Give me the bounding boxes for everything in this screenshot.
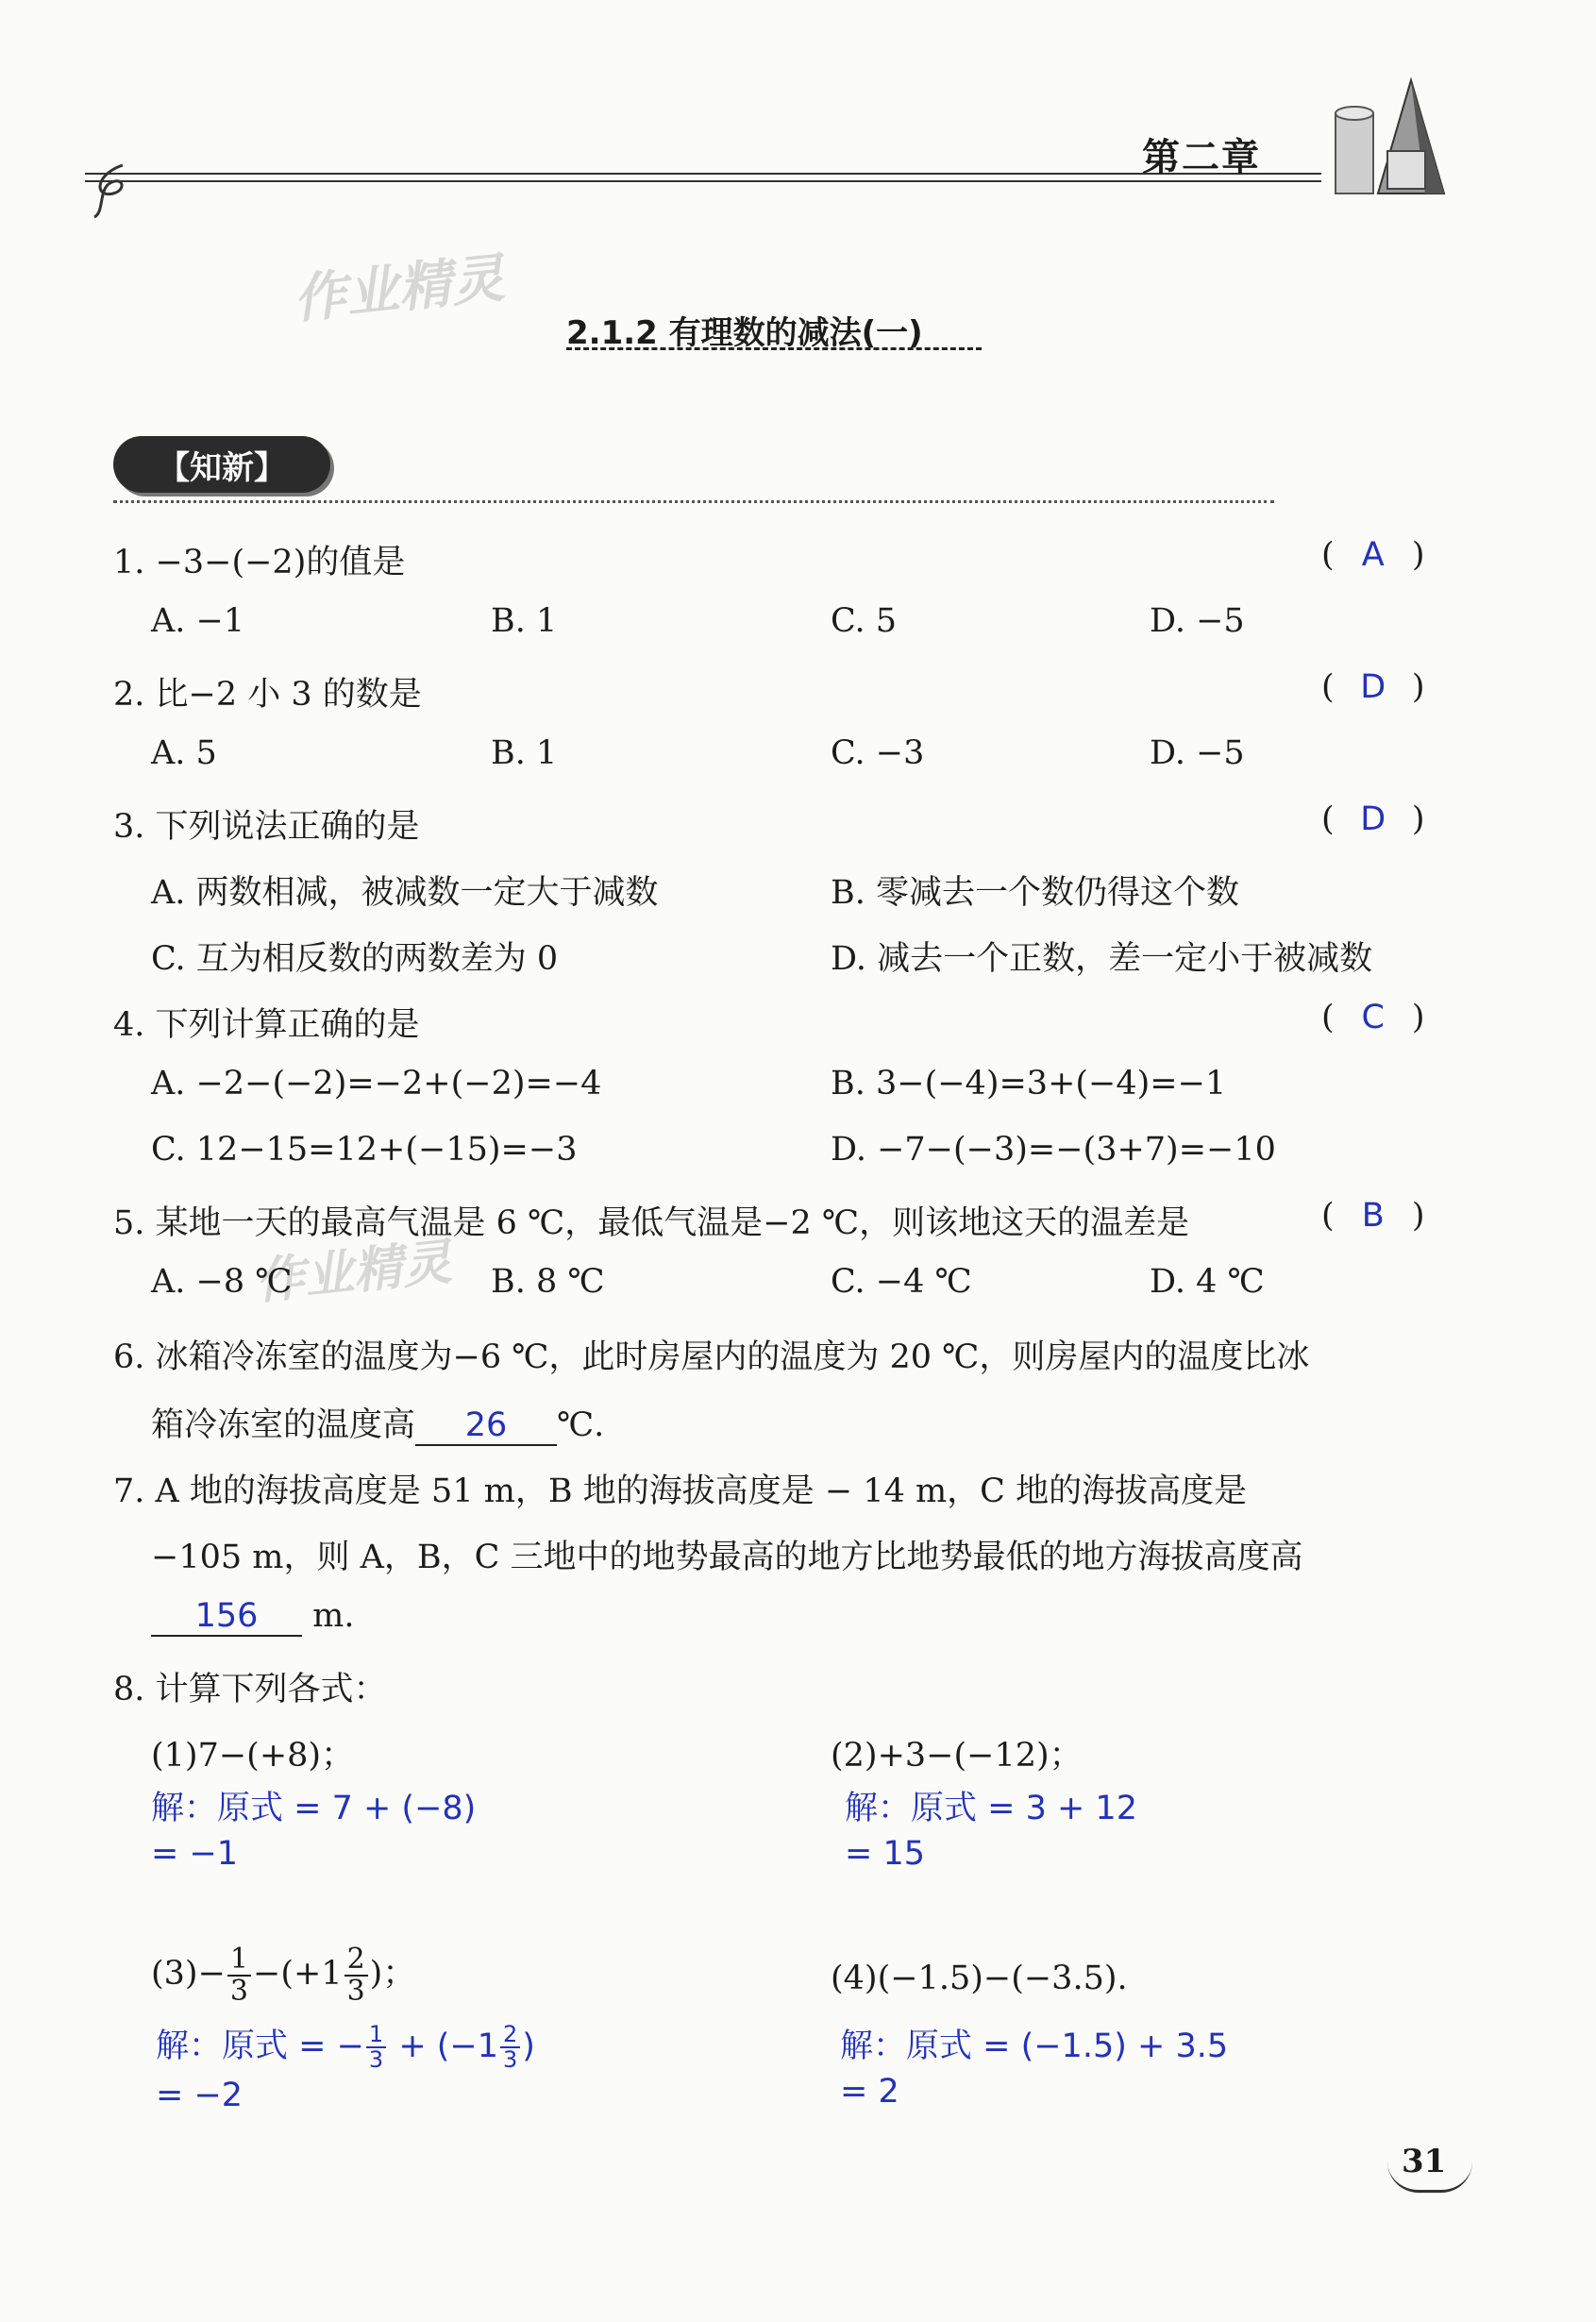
watermark-top: 作业精灵	[290, 247, 508, 331]
q3-option-b: B. 零减去一个数仍得这个数	[831, 874, 1239, 912]
q7-line2: −105 m，则 A，B，C 三地中的地势最高的地方比地势最低的地方海拔高度高	[151, 1539, 1303, 1576]
q8-part2-work2: = 15	[845, 1835, 925, 1873]
q6-line2-suffix: ℃.	[557, 1406, 605, 1444]
q3-option-a: A. 两数相减，被减数一定大于减数	[151, 874, 659, 912]
geometric-shapes-icon	[1321, 61, 1463, 203]
q5-option-c: C. −4 ℃	[831, 1263, 972, 1301]
q7-line1: 7. A 地的海拔高度是 51 m，B 地的海拔高度是 − 14 m，C 地的海拔高度是	[113, 1472, 1248, 1510]
frac-numerator: 2	[500, 2023, 520, 2048]
q3-answer: D	[1360, 800, 1386, 838]
q7-suffix: m.	[312, 1597, 355, 1635]
q2-option-c: C. −3	[831, 734, 925, 772]
q1-option-c: C. 5	[831, 602, 898, 640]
q8-part3-frac2	[344, 1944, 368, 2006]
q2-option-a: A. 5	[151, 734, 217, 772]
q2-answer-paren: ( D )	[1321, 668, 1425, 706]
q1-option-b: B. 1	[491, 602, 558, 640]
q3-option-d: D. 减去一个正数，差一定小于被减数	[831, 940, 1373, 978]
q8-part2-expr: (2)+3−(−12)；	[831, 1737, 1083, 1775]
frac-denominator: 3	[346, 1974, 365, 2008]
q8-part3-expr	[151, 1944, 415, 2006]
page-number-arc	[1387, 2162, 1472, 2193]
q2-option-b: B. 1	[491, 734, 558, 772]
q2-option-d: D. −5	[1150, 734, 1245, 772]
q4-answer-paren: ( C )	[1321, 999, 1425, 1036]
q8-part3-work1-b: + (−1	[388, 2028, 499, 2065]
q8-part3-work-frac2	[500, 2020, 520, 2073]
q8-part3-work1	[156, 2020, 535, 2072]
q8-part1-work1: 解：原式 = 7 + (−8)	[151, 1790, 477, 1827]
q5-option-d: D. 4 ℃	[1150, 1263, 1265, 1301]
q4-option-d: D. −7−(−3)=−(3+7)=−10	[831, 1131, 1276, 1169]
q8-part3-work1-a: 解：原式 = −	[156, 2028, 364, 2065]
frac-numerator: 1	[227, 1944, 251, 1977]
q6-answer-blank	[415, 1406, 557, 1446]
frac-numerator: 2	[344, 1944, 368, 1977]
q8-part1-expr: (1)7−(+8)；	[151, 1737, 355, 1775]
header-rule-bottom	[85, 180, 1321, 182]
q8-part4-expr: (4)(−1.5)−(−3.5).	[831, 1960, 1128, 1997]
q6-line2-prefix: 箱冷冻室的温度高	[151, 1406, 416, 1444]
page-number: 31	[1402, 2143, 1447, 2180]
q1-option-a: A. −1	[151, 602, 245, 640]
section-title: 2.1.2 有理数的减法(一)	[566, 314, 923, 352]
q8-part3-expr-b: −(+1	[253, 1955, 343, 1993]
frac-numerator: 1	[366, 2023, 386, 2048]
frac-denominator: 3	[229, 1974, 248, 2008]
q4-answer: C	[1361, 999, 1385, 1036]
q2-answer: D	[1360, 668, 1386, 706]
section-title-underline	[566, 347, 982, 350]
q5-answer: B	[1361, 1197, 1385, 1235]
q4-stem: 4. 下列计算正确的是	[113, 1006, 420, 1044]
knowledge-badge: 【知新】	[113, 436, 330, 493]
q8-part3-frac1	[227, 1944, 251, 2006]
watermark-middle: 作业精灵	[253, 1234, 455, 1311]
q3-answer-paren: ( D )	[1321, 800, 1425, 838]
q6-line1: 6. 冰箱冷冻室的温度为−6 ℃，此时房屋内的温度为 20 ℃，则房屋内的温度比冰	[113, 1338, 1310, 1376]
q8-part3-expr-c: )；	[369, 1955, 416, 1993]
frac-denominator: 3	[368, 2046, 384, 2073]
q5-answer-paren: ( B )	[1321, 1197, 1425, 1235]
q3-stem: 3. 下列说法正确的是	[113, 808, 420, 846]
q3-option-c: C. 互为相反数的两数差为 0	[151, 940, 559, 978]
q8-part3-work2: = −2	[156, 2077, 244, 2114]
q1-answer-paren: ( A )	[1321, 536, 1425, 574]
badge-dotted-rule	[113, 500, 1274, 503]
q4-option-a: A. −2−(−2)=−2+(−2)=−4	[151, 1065, 602, 1102]
q2-stem: 2. 比−2 小 3 的数是	[113, 676, 422, 714]
q8-part3-expr-a: (3)−	[151, 1955, 226, 1993]
q1-answer: A	[1361, 536, 1385, 574]
q8-part3-work1-c: )	[522, 2028, 535, 2065]
q8-part3-work-frac1	[366, 2020, 386, 2073]
q8-part4-work2: = 2	[840, 2073, 899, 2111]
frac-denominator: 3	[503, 2046, 518, 2073]
q8-part4-work1: 解：原式 = (−1.5) + 3.5	[840, 2028, 1229, 2065]
q7-answer: 156	[194, 1597, 259, 1635]
q8-part2-work1: 解：原式 = 3 + 12	[845, 1790, 1137, 1827]
q6-answer: 26	[464, 1406, 508, 1444]
header-rule-top	[85, 173, 1321, 175]
q5-stem: 5. 某地一天的最高气温是 6 ℃，最低气温是−2 ℃，则该地这天的温差是	[113, 1204, 1190, 1242]
chapter-label: 第二章	[1142, 135, 1261, 179]
q8-part1-work2: = −1	[151, 1835, 239, 1873]
q8-stem: 8. 计算下列各式：	[113, 1671, 387, 1708]
q4-option-b: B. 3−(−4)=3+(−4)=−1	[831, 1065, 1227, 1102]
q1-option-d: D. −5	[1150, 602, 1245, 640]
q5-option-b: B. 8 ℃	[491, 1263, 605, 1301]
q6-line2	[151, 1399, 604, 1446]
q4-option-c: C. 12−15=12+(−15)=−3	[151, 1131, 578, 1169]
q7-line3	[151, 1597, 354, 1637]
header-swirl-icon	[85, 156, 142, 222]
q7-answer-blank	[151, 1597, 302, 1637]
q5-option-a: A. −8 ℃	[151, 1263, 293, 1301]
q1-stem: 1. −3−(−2)的值是	[113, 544, 406, 581]
